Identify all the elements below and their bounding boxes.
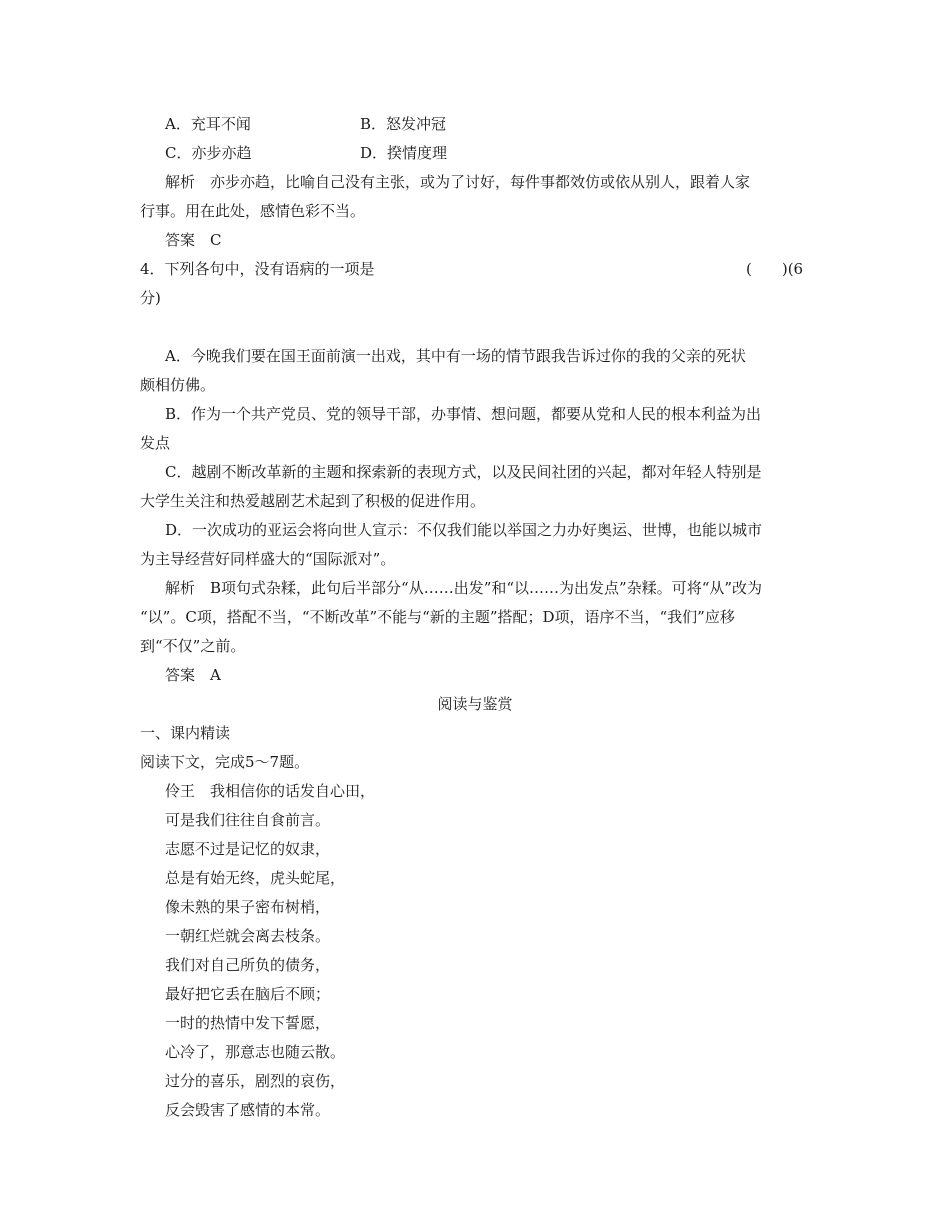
- q3-option-a: A．充耳不闻: [165, 115, 251, 133]
- poem-line: 一朝红烂就会离去枝条。: [165, 927, 331, 945]
- poem-line: 可是我们往往自食前言。: [165, 811, 331, 829]
- poem-line: 志愿不过是记忆的奴隶，: [165, 840, 331, 858]
- reading-instruction: 阅读下文，完成5～7题。: [140, 753, 310, 771]
- q3-option-c: C．亦步亦趋: [165, 144, 252, 162]
- q4-score-tail: 分): [140, 289, 161, 307]
- q4-analysis-line-3: 到“不仅”之前。: [140, 637, 246, 655]
- q4-option-a-line-1: A．今晚我们要在国王面前演一出戏，其中有一场的情节跟我告诉过你的我的父亲的死状: [165, 347, 746, 365]
- poem-line: 过分的喜乐，剧烈的哀伤，: [165, 1072, 346, 1090]
- part-heading: 一、课内精读: [140, 724, 231, 742]
- poem-line: 像未熟的果子密布树梢，: [165, 898, 331, 916]
- q3-option-b: B．怒发冲冠: [360, 115, 447, 133]
- q3-answer: 答案 C: [165, 231, 222, 249]
- q3-analysis-line-1: 解析 亦步亦趋，比喻自己没有主张，或为了讨好，每件事都效仿或依从别人，跟着人家: [165, 173, 751, 191]
- poem-line: 一时的热情中发下誓愿，: [165, 1014, 331, 1032]
- q4-option-b-line-2: 发点: [140, 434, 171, 452]
- poem-line: 反会毁害了感情的本常。: [165, 1101, 331, 1119]
- poem-line: 心冷了，那意志也随云散。: [165, 1043, 346, 1061]
- q3-option-d: D．揆情度理: [360, 144, 448, 162]
- section-title: 阅读与鉴赏: [437, 695, 513, 713]
- q4-option-c-line-1: C．越剧不断改革新的主题和探索新的表现方式，以及民间社团的兴起，都对年轻人特别是: [165, 463, 762, 481]
- poem-line: 总是有始无终，虎头蛇尾，: [165, 869, 346, 887]
- poem-line: 伶王 我相信你的话发自心田，: [165, 782, 376, 800]
- q4-answer: 答案 A: [165, 666, 221, 684]
- q4-analysis-line-1: 解析 B项句式杂糅，此句后半部分“从……出发”和“以……为出发点”杂糅。可将“从”改为: [165, 579, 763, 597]
- q4-option-d-line-2: 为主导经营好同样盛大的“国际派对”。: [140, 550, 396, 568]
- poem-line: 我们对自己所负的债务，: [165, 956, 331, 974]
- q4-option-c-line-2: 大学生关注和热爱越剧艺术起到了积极的促进作用。: [140, 492, 486, 510]
- poem-line: 最好把它丢在脑后不顾；: [165, 985, 331, 1003]
- q4-paren-score: ( )(6: [746, 260, 804, 278]
- q4-stem: 4．下列各句中，没有语病的一项是: [140, 260, 375, 278]
- q4-analysis-line-2: “以”。C项，搭配不当，“不断改革”不能与“新的主题”搭配；D项，语序不当，“我们”应移: [140, 608, 735, 626]
- q4-option-b-line-1: B．作为一个共产党员、党的领导干部，办事情、想问题，都要从党和人民的根本利益为出: [165, 405, 762, 423]
- q3-analysis-line-2: 行事。用在此处，感情色彩不当。: [140, 202, 366, 220]
- q4-option-a-line-2: 颇相仿佛。: [140, 376, 216, 394]
- q4-option-d-line-1: D．一次成功的亚运会将向世人宣示：不仅我们能以举国之力办好奥运、世博，也能以城市: [165, 521, 763, 539]
